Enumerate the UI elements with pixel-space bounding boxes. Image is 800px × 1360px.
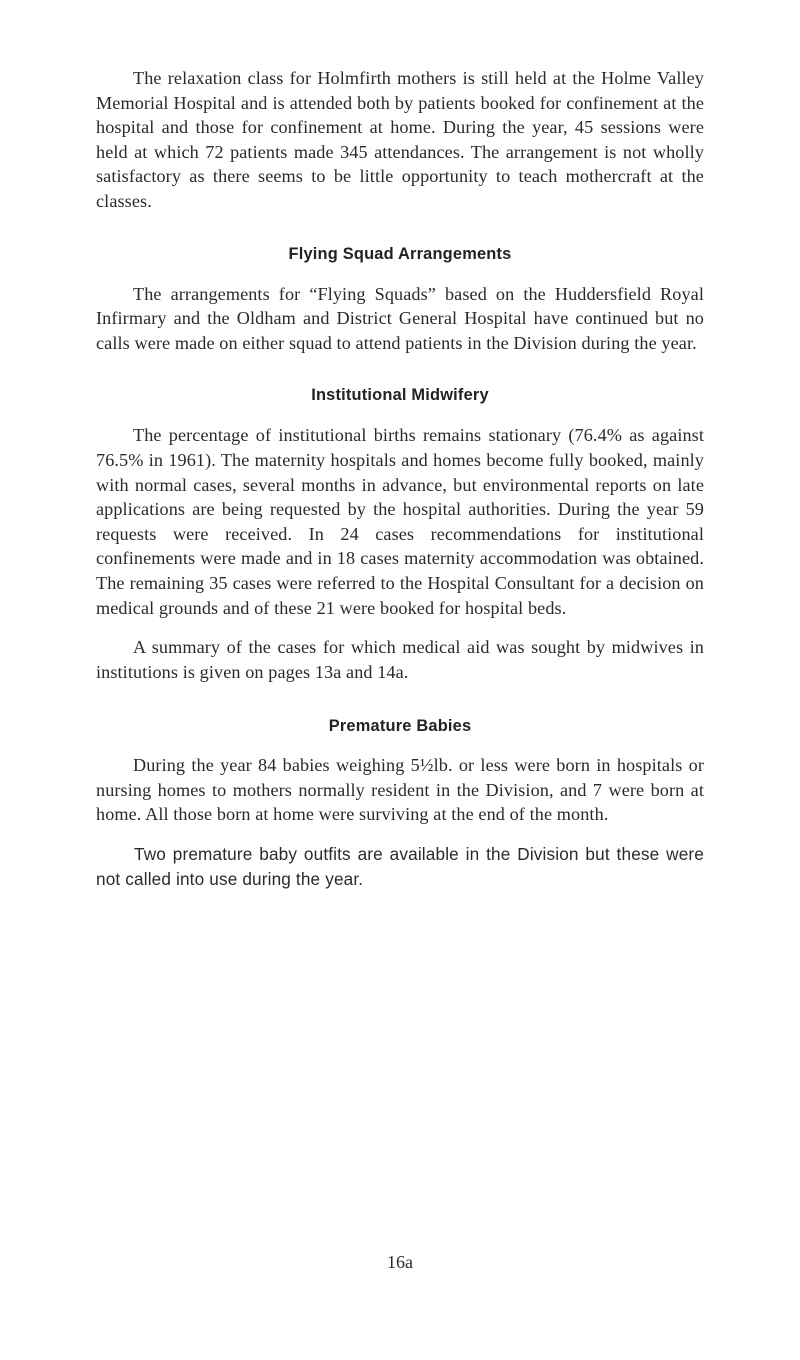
flying-squad-paragraph: The arrangements for “Flying Squads” based on the Huddersfield Royal Infirmary and the Oldham and District General Hospital have continued but no calls were made on either squad to attend patients in the Division during the year. xyxy=(96,283,704,353)
document-page xyxy=(96,66,704,891)
premature-babies-paragraph: During the year 84 babies weighing 5½lb. or less were born in hospitals or nursing homes to mothers normally resident in the Division, and 7 were born at home. All those born at home were surviving at the end of the month. xyxy=(96,755,704,825)
institutional-midwifery-heading: Institutional Midwifery xyxy=(311,386,489,405)
page-number: 16a xyxy=(387,1252,413,1272)
medical-aid-summary-paragraph: A summary of the cases for which medical aid was sought by midwives in institutions is given on pages 13a and 14a. xyxy=(96,637,704,682)
flying-squad-heading: Flying Squad Arrangements xyxy=(288,244,512,263)
premature-outfits-paragraph: Two premature baby outfits are available in the Division but these were not called into use during the year. xyxy=(96,844,704,889)
relaxation-class-paragraph: The relaxation class for Holmfirth mothers is still held at the Holme Valley Memorial Hospital and is attended both by patients booked for confinement at the hospital and those for confinement at home. During the year, 45 sessions were held at which 72 patients made 345 attendances. The arrangement is not wholly satisfactory as there seems to be little opportunity to teach mothercraft at the classes. xyxy=(96,68,704,211)
premature-babies-heading: Premature Babies xyxy=(328,717,472,736)
institutional-births-paragraph: The percentage of institutional births remains stationary (76.4% as against 76.5% in 1961). The maternity hospitals and homes become fully booked, mainly with normal cases, several months in advance, but environmental reports on late applications are being requested by the hospital authorities. During the year 59 requests were received. In 24 cases recommendations for institutional confinements were made and in 18 cases maternity accommodation was obtained. The remaining 35 cases were referred to the Hospital Consultant for a decision on medical grounds and of these 21 were booked for hospital beds. xyxy=(96,425,704,618)
